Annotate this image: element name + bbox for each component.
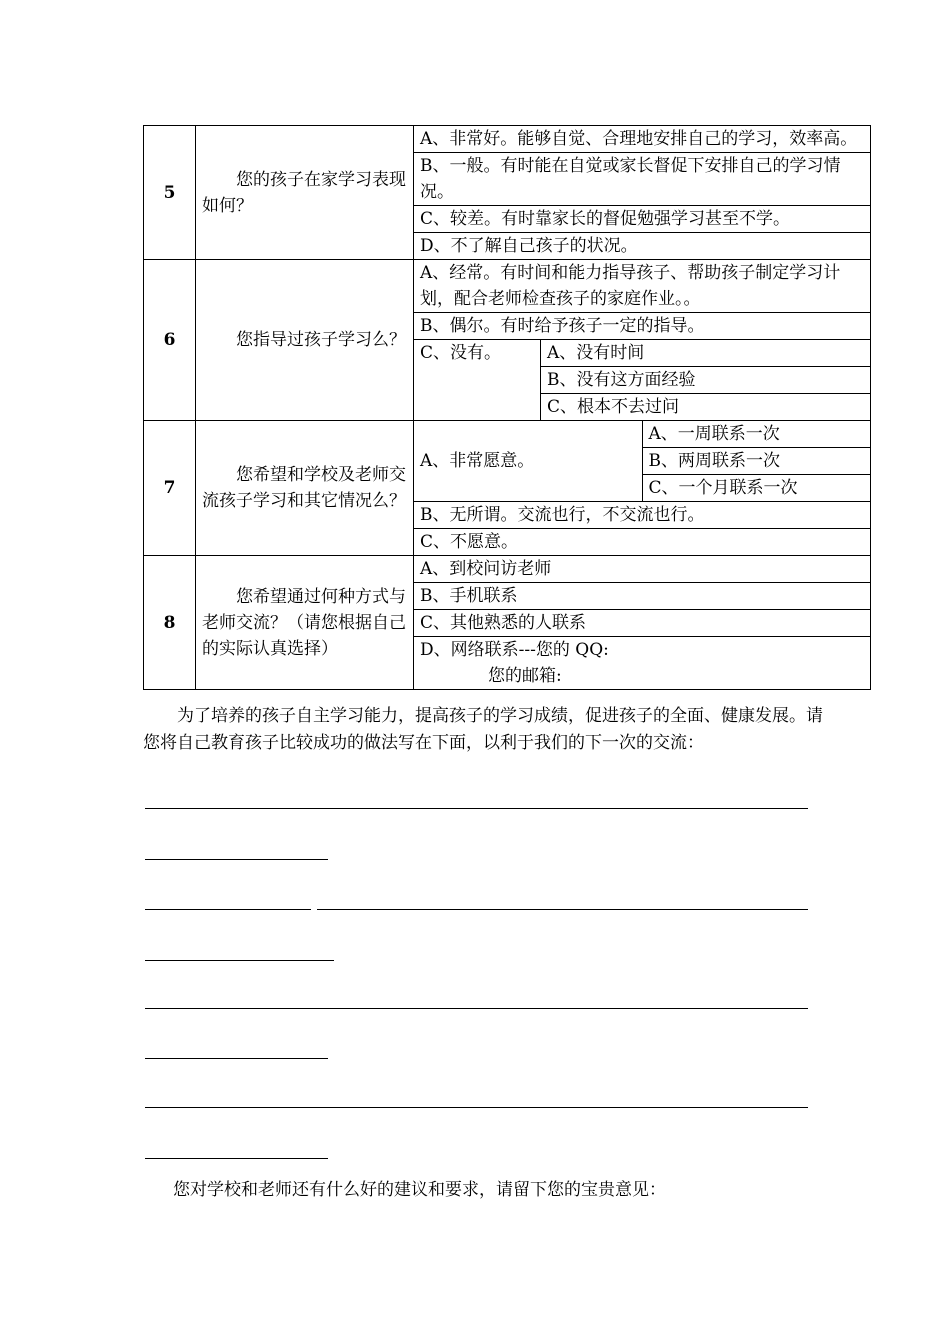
q5-option-b[interactable]: B、一般。有时能在自觉或家长督促下安排自己的学习情况。 bbox=[414, 153, 871, 206]
q7-sub-option-c[interactable]: C、一个月联系一次 bbox=[648, 478, 798, 498]
q6-sub-option-b[interactable]: B、没有这方面经验 bbox=[541, 367, 871, 394]
q7-sub-option-b[interactable]: B、两周联系一次 bbox=[642, 448, 870, 475]
q5-row-a bbox=[144, 126, 871, 153]
answer-line[interactable] bbox=[145, 960, 334, 961]
answer-line[interactable] bbox=[145, 1008, 808, 1009]
q8-question: 您希望通过何种方式与老师交流？（请您根据自己的实际认真选择） bbox=[196, 556, 414, 690]
answer-line[interactable] bbox=[145, 1107, 808, 1108]
q8-option-a[interactable]: A、到校问访老师 bbox=[414, 556, 871, 583]
q6-option-b[interactable]: B、偶尔。有时给予孩子一定的指导。 bbox=[414, 313, 871, 340]
answer-line[interactable] bbox=[317, 909, 808, 910]
q7-option-a[interactable]: A、非常愿意。 bbox=[414, 421, 642, 501]
q8-email-label: 您的邮箱: bbox=[488, 666, 562, 686]
answer-line[interactable] bbox=[145, 859, 328, 860]
q6-option-a[interactable]: A、经常。有时间和能力指导孩子、帮助孩子制定学习计划，配合老师检查孩子的家庭作业。。 bbox=[414, 260, 871, 313]
q5-option-d[interactable]: D、不了解自己孩子的状况。 bbox=[414, 233, 871, 260]
q8-qq-label: D、网络联系---您的 QQ: bbox=[420, 640, 609, 660]
q5-number: 5 bbox=[144, 126, 196, 260]
q7-option-b[interactable]: B、无所谓。交流也行，不交流也行。 bbox=[414, 502, 871, 529]
closing-prompt: 您对学校和老师还有什么好的建议和要求，请留下您的宝贵意见： bbox=[173, 1180, 666, 1200]
q7-option-a-inner bbox=[414, 421, 870, 501]
instruction-paragraph: 为了培养的孩子自主学习能力，提高孩子的学习成绩，促进孩子的全面、健康发展。请您将自己教育孩子比较成功的做法写在下面，以利于我们的下一次的交流： bbox=[143, 706, 823, 753]
q6-sub-option-a[interactable]: A、没有时间 bbox=[541, 340, 871, 367]
q7-question: 您希望和学校及老师交流孩子学习和其它情况么？ bbox=[196, 421, 414, 556]
survey-table bbox=[143, 125, 871, 690]
answer-line[interactable] bbox=[145, 909, 311, 910]
q7-option-a-block bbox=[414, 421, 871, 502]
q8-option-c[interactable]: C、其他熟悉的人联系 bbox=[414, 610, 871, 637]
q6-sub-option-c[interactable]: C、根本不去过问 bbox=[541, 394, 871, 421]
q6-option-c[interactable]: C、没有。 bbox=[414, 340, 541, 421]
answer-line[interactable] bbox=[145, 808, 808, 809]
answer-line[interactable] bbox=[145, 1058, 328, 1059]
q8-option-d[interactable] bbox=[414, 637, 871, 690]
q6-number: 6 bbox=[144, 260, 196, 421]
answer-line[interactable] bbox=[145, 1158, 328, 1159]
q8-number: 8 bbox=[144, 556, 196, 690]
q5-question: 您的孩子在家学习表现如何？ bbox=[196, 126, 414, 260]
q8-option-b[interactable]: B、手机联系 bbox=[414, 583, 871, 610]
q5-option-c[interactable]: C、较差。有时靠家长的督促勉强学习甚至不学。 bbox=[414, 206, 871, 233]
q7-number: 7 bbox=[144, 421, 196, 556]
q7-sub-option-a[interactable]: A、一周联系一次 bbox=[642, 421, 870, 448]
q5-option-a[interactable]: A、非常好。能够自觉、合理地安排自己的学习，效率高。 bbox=[414, 126, 871, 153]
q7-option-c[interactable]: C、不愿意。 bbox=[414, 529, 871, 556]
q6-question: 您指导过孩子学习么？ bbox=[196, 260, 414, 421]
